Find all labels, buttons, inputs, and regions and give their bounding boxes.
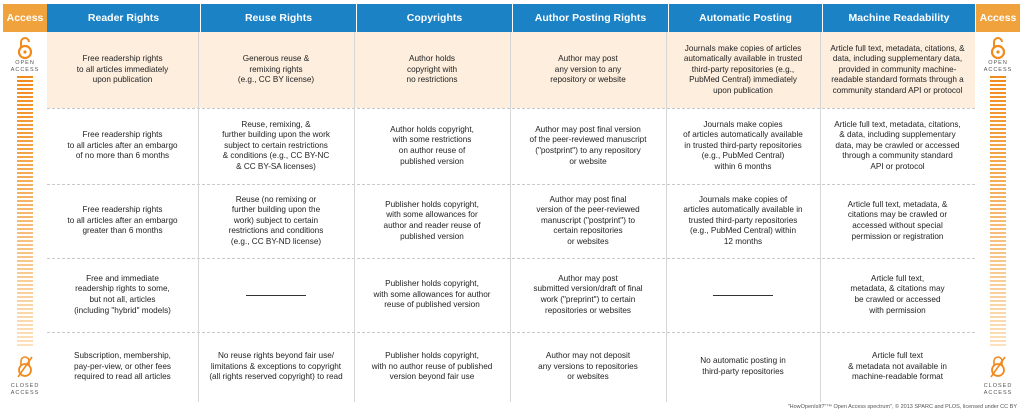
cell-author-posting-rights: Author may post final version of the peer-reviewed manuscript ("postprint") to any repository or website <box>529 124 647 166</box>
open-access-label: OPEN ACCESS <box>983 60 1013 73</box>
gradient-bar <box>990 140 1006 142</box>
gradient-bar <box>17 136 33 138</box>
gradient-bar <box>17 256 33 258</box>
gradient-bar <box>990 292 1006 294</box>
row-separator <box>47 258 975 259</box>
gradient-bar <box>990 168 1006 170</box>
gradient-bar <box>990 288 1006 290</box>
gradient-bar <box>17 328 33 330</box>
gradient-bar <box>17 228 33 230</box>
gradient-bar <box>17 216 33 218</box>
gradient-bar <box>990 84 1006 86</box>
gradient-bar <box>17 160 33 162</box>
column-header-automatic-posting: Automatic Posting <box>669 4 823 32</box>
gradient-bar <box>990 176 1006 178</box>
cell-machine-readability: Article full text, metadata, & citations may be crawled or accessed with permission <box>850 273 945 315</box>
gradient-bar <box>17 164 33 166</box>
gradient-bar <box>17 248 33 250</box>
column-divider <box>354 32 355 402</box>
gradient-bar <box>990 244 1006 246</box>
gradient-bar <box>990 80 1006 82</box>
gradient-bar <box>17 332 33 334</box>
table-row <box>47 184 975 258</box>
column-divider <box>820 32 821 402</box>
cell-copyrights: Publisher holds copyright, with some allowances for author reuse of published version <box>373 279 491 310</box>
gradient-bar <box>17 184 33 186</box>
gradient-bar <box>17 120 33 122</box>
table-row <box>47 258 975 332</box>
table-row <box>47 108 975 184</box>
gradient-bar <box>990 196 1006 198</box>
gradient-bar <box>990 180 1006 182</box>
cell-reuse-rights: No reuse rights beyond fair use/ limitations & exceptions to copyright (all rights reserved copyright) to read <box>209 351 343 382</box>
closed-lock-crossed-icon <box>988 354 1008 378</box>
gradient-bar <box>17 336 33 338</box>
gradient-bar <box>990 132 1006 134</box>
gradient-bar <box>990 320 1006 322</box>
gradient-bar <box>990 108 1006 110</box>
gradient-bar <box>990 104 1006 106</box>
cell-automatic-posting: Journals make copies of articles automatically available in trusted third-party repositories (e.g., PubMed Central) within 12 months <box>683 194 803 246</box>
gradient-bar <box>17 108 33 110</box>
gradient-bar <box>17 104 33 106</box>
open-lock-icon <box>988 36 1008 60</box>
cell-reader-rights: Free readership rights to all articles immediately upon publication <box>76 54 169 85</box>
row-separator <box>47 184 975 185</box>
gradient-bar <box>17 188 33 190</box>
cell-copyrights: Publisher holds copyright, with no author reuse of published version beyond fair use <box>371 351 493 382</box>
open-access-spectrum-table <box>47 32 975 402</box>
gradient-bar <box>17 80 33 82</box>
gradient-bar <box>990 308 1006 310</box>
row-separator <box>47 332 975 333</box>
gradient-bar <box>17 88 33 90</box>
cell-author-posting-rights: Author may post any version to any repository or website <box>550 54 626 85</box>
cell-copyrights: Author holds copyright, with some restrictions on author reuse of published version <box>390 124 474 166</box>
gradient-bar <box>17 152 33 154</box>
gradient-bar <box>17 124 33 126</box>
gradient-bar <box>17 296 33 298</box>
column-header-machine-readability: Machine Readability <box>823 4 975 32</box>
gradient-bar <box>990 284 1006 286</box>
gradient-bar <box>17 320 33 322</box>
gradient-bar <box>990 304 1006 306</box>
cell-copyrights: Author holds copyright with no restrictions <box>406 54 458 85</box>
gradient-bar <box>17 100 33 102</box>
footer-credit: "HowOpenIsIt?"™ Open Access spectrum", © 2013 SPARC and PLOS, licensed under CC BY <box>787 404 1017 410</box>
cell-machine-readability: Article full text, metadata, & citations may be crawled or accessed without special permission or registration <box>847 199 948 241</box>
gradient-bar <box>990 184 1006 186</box>
empty-dash-line <box>246 295 306 296</box>
cell-machine-readability: Article full text & metadata not available in machine-readable format <box>848 351 947 382</box>
gradient-bar <box>990 116 1006 118</box>
cell-automatic-posting: No automatic posting in third-party repositories <box>700 356 786 376</box>
gradient-bar <box>17 212 33 214</box>
cell-reader-rights: Subscription, membership, pay-per-view, or other fees required to read all articles <box>74 351 171 382</box>
gradient-bar <box>990 208 1006 210</box>
column-header-reader-rights: Reader Rights <box>47 4 201 32</box>
gradient-bar <box>990 228 1006 230</box>
gradient-bar <box>17 268 33 270</box>
closed-access-label: CLOSED ACCESS <box>983 383 1013 396</box>
column-header-reuse-rights: Reuse Rights <box>201 4 357 32</box>
gradient-bar <box>17 208 33 210</box>
gradient-bar <box>17 288 33 290</box>
gradient-bar <box>17 316 33 318</box>
open-lock-icon <box>15 36 35 60</box>
gradient-bar <box>17 244 33 246</box>
cell-automatic-posting: Journals make copies of articles automatically available in trusted third-party repositories (e.g., PubMed Central) within 6 months <box>683 119 803 171</box>
gradient-bar <box>990 164 1006 166</box>
gradient-bar <box>990 148 1006 150</box>
gradient-bar <box>17 236 33 238</box>
gradient-bar <box>17 300 33 302</box>
cell-automatic-posting: Journals make copies of articles automatically available in trusted third-party repositories (e.g., PubMed Central) immediately upon publication <box>683 43 803 95</box>
gradient-bar <box>990 340 1006 342</box>
gradient-bar <box>17 176 33 178</box>
gradient-bar <box>990 236 1006 238</box>
gradient-bar <box>990 188 1006 190</box>
gradient-bar <box>990 344 1006 346</box>
gradient-bar <box>990 152 1006 154</box>
gradient-bar <box>990 328 1006 330</box>
gradient-bar <box>990 336 1006 338</box>
gradient-bar <box>990 136 1006 138</box>
cell-reuse-rights: Reuse, remixing, & further building upon the work subject to certain restrictions & conditions (e.g., CC BY-NC & CC BY-SA licenses) <box>222 119 330 171</box>
cell-reuse-rights: Reuse (no remixing or further building upon the work) subject to certain restrictions and conditions (e.g., CC BY-ND license) <box>228 194 324 246</box>
gradient-bar <box>17 128 33 130</box>
gradient-bar <box>990 300 1006 302</box>
gradient-bar <box>17 280 33 282</box>
access-spectrum-left <box>3 32 47 402</box>
gradient-bar <box>990 248 1006 250</box>
gradient-bar <box>17 192 33 194</box>
gradient-bar <box>990 224 1006 226</box>
access-header-left: Access <box>3 4 47 32</box>
gradient-bar <box>17 96 33 98</box>
gradient-bar <box>990 312 1006 314</box>
gradient-bar <box>17 168 33 170</box>
gradient-bar <box>17 148 33 150</box>
gradient-bar <box>17 132 33 134</box>
gradient-bar <box>990 324 1006 326</box>
gradient-bar <box>17 344 33 346</box>
column-divider <box>666 32 667 402</box>
gradient-bar <box>990 112 1006 114</box>
cell-reuse-rights <box>198 258 354 332</box>
gradient-bar <box>990 332 1006 334</box>
column-header-author-posting-rights: Author Posting Rights <box>513 4 669 32</box>
cell-author-posting-rights: Author may post final version of the peer-reviewed manuscript ("postprint") to certain repositories or websites <box>536 194 640 246</box>
gradient-bar <box>990 268 1006 270</box>
empty-dash-line <box>713 295 773 296</box>
gradient-bar <box>990 252 1006 254</box>
gradient-bar <box>990 124 1006 126</box>
gradient-bar <box>990 216 1006 218</box>
cell-machine-readability: Article full text, metadata, citations, & data, including supplementary data, provided in community machine- readable standard formats through a community standard API or protocol <box>830 43 965 95</box>
table-row <box>47 32 975 108</box>
gradient-bar <box>990 232 1006 234</box>
gradient-bar <box>990 100 1006 102</box>
gradient-bar <box>17 144 33 146</box>
gradient-bar <box>17 156 33 158</box>
gradient-bar <box>990 280 1006 282</box>
gradient-bar <box>990 260 1006 262</box>
gradient-bar <box>17 252 33 254</box>
gradient-bar <box>17 180 33 182</box>
gradient-bar <box>17 112 33 114</box>
cell-author-posting-rights: Author may post submitted version/draft of final work ("preprint") to certain repositories or websites <box>533 273 643 315</box>
closed-access-label: CLOSED ACCESS <box>10 383 40 396</box>
column-header-copyrights: Copyrights <box>357 4 513 32</box>
gradient-bar <box>17 204 33 206</box>
table-row <box>47 332 975 402</box>
access-spectrum-right <box>976 32 1020 402</box>
gradient-bar <box>17 224 33 226</box>
gradient-bar <box>990 76 1006 78</box>
gradient-bar <box>990 200 1006 202</box>
gradient-bar <box>17 260 33 262</box>
gradient-bar <box>990 120 1006 122</box>
cell-reader-rights: Free and immediate readership rights to some, but not all, articles (including "hybrid" models) <box>74 273 171 315</box>
gradient-bar <box>17 116 33 118</box>
gradient-bar <box>990 316 1006 318</box>
gradient-bar <box>17 272 33 274</box>
cell-author-posting-rights: Author may not deposit any versions to repositories or websites <box>538 351 638 382</box>
gradient-bar <box>990 92 1006 94</box>
closed-lock-crossed-icon <box>15 354 35 378</box>
gradient-bar <box>17 284 33 286</box>
gradient-bar <box>17 220 33 222</box>
gradient-bar <box>990 264 1006 266</box>
access-header-right: Access <box>976 4 1020 32</box>
cell-copyrights: Publisher holds copyright, with some allowances for author and reader reuse of published version <box>383 199 481 241</box>
gradient-bar <box>990 160 1006 162</box>
gradient-bar <box>990 276 1006 278</box>
gradient-bar <box>990 156 1006 158</box>
cell-automatic-posting <box>666 258 820 332</box>
gradient-bar <box>990 240 1006 242</box>
gradient-bar <box>990 204 1006 206</box>
gradient-bar <box>17 276 33 278</box>
gradient-bar <box>17 312 33 314</box>
gradient-bar <box>17 292 33 294</box>
gradient-bar <box>990 220 1006 222</box>
gradient-bar <box>17 84 33 86</box>
gradient-bar <box>17 76 33 78</box>
gradient-bar <box>990 272 1006 274</box>
gradient-bar <box>17 196 33 198</box>
gradient-bar <box>990 192 1006 194</box>
gradient-bar <box>990 296 1006 298</box>
gradient-bar <box>17 232 33 234</box>
gradient-bar <box>17 240 33 242</box>
header-row <box>3 4 1020 32</box>
gradient-bar <box>990 144 1006 146</box>
gradient-bar <box>17 92 33 94</box>
gradient-bar <box>17 264 33 266</box>
gradient-bar <box>990 96 1006 98</box>
gradient-bar <box>17 304 33 306</box>
row-separator <box>47 108 975 109</box>
column-divider <box>510 32 511 402</box>
gradient-bar <box>17 200 33 202</box>
gradient-bar <box>17 308 33 310</box>
gradient-bar <box>17 140 33 142</box>
column-divider <box>198 32 199 402</box>
gradient-bar <box>990 88 1006 90</box>
gradient-bar <box>990 128 1006 130</box>
open-access-label: OPEN ACCESS <box>10 60 40 73</box>
gradient-bar <box>17 340 33 342</box>
cell-machine-readability: Article full text, metadata, citations, & data, including supplementary data, may be crawled or accessed through a community standard API or protocol <box>834 119 961 171</box>
cell-reader-rights: Free readership rights to all articles after an embargo greater than 6 months <box>67 205 178 236</box>
gradient-bar <box>17 172 33 174</box>
cell-reader-rights: Free readership rights to all articles after an embargo of no more than 6 months <box>67 130 178 161</box>
cell-reuse-rights: Generous reuse & remixing rights (e.g., CC BY license) <box>237 54 315 85</box>
gradient-bar <box>17 324 33 326</box>
gradient-bar <box>990 212 1006 214</box>
gradient-bar <box>990 256 1006 258</box>
gradient-bar <box>990 172 1006 174</box>
